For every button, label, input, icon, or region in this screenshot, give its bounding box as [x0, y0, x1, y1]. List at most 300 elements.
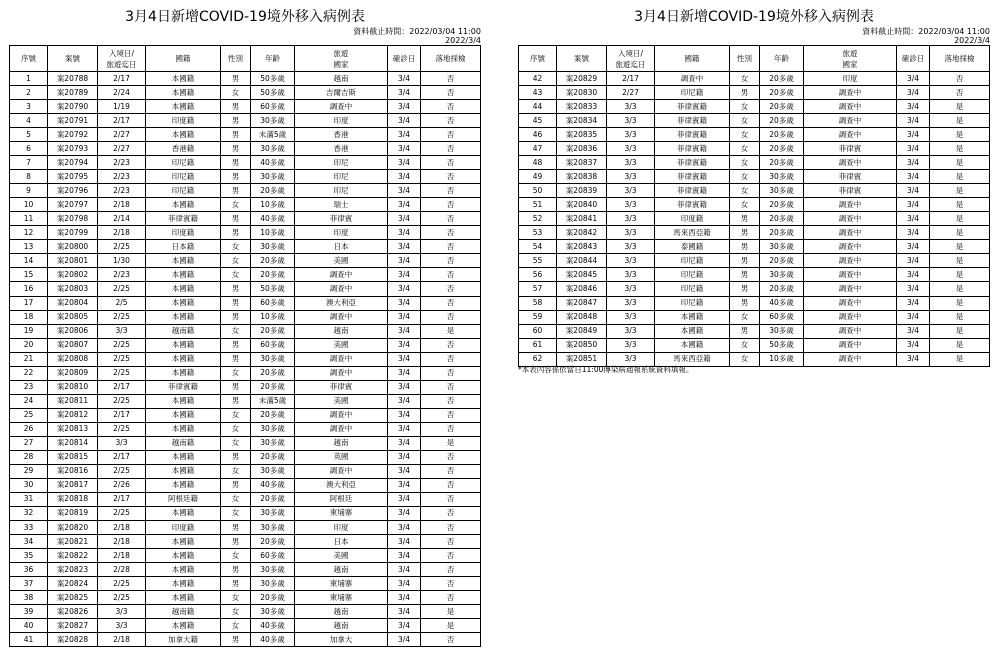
- cell-entry-date: 2/25: [98, 282, 146, 296]
- cell-case-no: 案20813: [48, 422, 98, 436]
- cell-age: 10多歲: [251, 226, 295, 240]
- cell-case-no: 案20830: [557, 86, 607, 100]
- cell-arrival-test: 否: [930, 72, 990, 86]
- cell-entry-date: 2/25: [98, 577, 146, 591]
- cell-confirm-date: 3/4: [388, 226, 421, 240]
- cell-confirm-date: 3/4: [897, 128, 930, 142]
- cell-travel-country: 調查中: [804, 338, 897, 352]
- cell-sex: 女: [730, 142, 760, 156]
- table-row: [10, 282, 481, 296]
- cell-nationality: 本國籍: [146, 268, 221, 282]
- cell-nationality: 印尼籍: [655, 282, 730, 296]
- cell-serial-no: 4: [10, 114, 48, 128]
- cell-travel-country: 調查中: [804, 100, 897, 114]
- cell-sex: 男: [730, 282, 760, 296]
- cell-nationality: 香港籍: [146, 142, 221, 156]
- cell-arrival-test: 否: [421, 296, 481, 310]
- cell-age: 30多歲: [251, 352, 295, 366]
- cell-entry-date: 3/3: [607, 156, 655, 170]
- cell-entry-date: 2/17: [98, 72, 146, 86]
- cell-entry-date: 3/3: [607, 212, 655, 226]
- cell-age: 20多歲: [760, 226, 804, 240]
- cell-nationality: 菲律賓籍: [146, 212, 221, 226]
- cell-nationality: 印尼籍: [146, 184, 221, 198]
- cell-nationality: 本國籍: [655, 324, 730, 338]
- cell-arrival-test: 是: [930, 338, 990, 352]
- cell-nationality: 菲律賓籍: [146, 380, 221, 394]
- cell-serial-no: 27: [10, 436, 48, 450]
- table-row: [519, 296, 990, 310]
- cell-age: 20多歲: [760, 142, 804, 156]
- case-table: [518, 45, 990, 367]
- cell-arrival-test: 是: [421, 605, 481, 619]
- cell-serial-no: 47: [519, 142, 557, 156]
- table-row: [10, 591, 481, 605]
- cell-serial-no: 46: [519, 128, 557, 142]
- cell-case-no: 案20804: [48, 296, 98, 310]
- cell-entry-date: 3/3: [607, 282, 655, 296]
- cell-case-no: 案20792: [48, 128, 98, 142]
- cell-arrival-test: 是: [930, 100, 990, 114]
- cell-age: 未滿5歲: [251, 394, 295, 408]
- cell-travel-country: 澳大利亞: [295, 296, 388, 310]
- cell-confirm-date: 3/4: [388, 254, 421, 268]
- cell-entry-date: 2/25: [98, 310, 146, 324]
- cell-nationality: 菲律賓籍: [655, 142, 730, 156]
- cell-travel-country: 調查中: [804, 282, 897, 296]
- cell-travel-country: 調查中: [804, 156, 897, 170]
- cell-nationality: 菲律賓籍: [655, 156, 730, 170]
- header-age: 年齡: [251, 46, 295, 72]
- cell-age: 50多歲: [760, 338, 804, 352]
- cell-sex: 女: [730, 114, 760, 128]
- cell-age: 20多歲: [760, 254, 804, 268]
- cell-travel-country: 印尼: [295, 170, 388, 184]
- cell-entry-date: 3/3: [607, 100, 655, 114]
- cell-travel-country: 印度: [804, 72, 897, 86]
- cell-travel-country: 調查中: [295, 422, 388, 436]
- cell-sex: 男: [221, 156, 251, 170]
- cell-nationality: 本國籍: [146, 296, 221, 310]
- cell-confirm-date: 3/4: [388, 394, 421, 408]
- cell-age: 10多歲: [760, 352, 804, 366]
- cell-nationality: 本國籍: [146, 282, 221, 296]
- cell-nationality: 菲律賓籍: [655, 128, 730, 142]
- cell-travel-country: 吉爾吉斯: [295, 86, 388, 100]
- cell-nationality: 本國籍: [146, 338, 221, 352]
- header-serial-no: 序號: [10, 46, 48, 72]
- cell-travel-country: 越南: [295, 436, 388, 450]
- cell-nationality: 印尼籍: [655, 254, 730, 268]
- cell-travel-country: 調查中: [804, 226, 897, 240]
- cell-serial-no: 30: [10, 478, 48, 492]
- cell-entry-date: 3/3: [607, 254, 655, 268]
- cell-travel-country: 菲律賓: [804, 142, 897, 156]
- cell-serial-no: 6: [10, 142, 48, 156]
- table-row: [519, 254, 990, 268]
- cell-age: 未滿5歲: [251, 128, 295, 142]
- cell-nationality: 印尼籍: [655, 86, 730, 100]
- table-row: [519, 184, 990, 198]
- cell-age: 30多歲: [251, 506, 295, 520]
- cell-nationality: 印度籍: [146, 114, 221, 128]
- cell-serial-no: 2: [10, 86, 48, 100]
- header-entry-date: 入境日/ 旅遊迄日: [98, 46, 146, 72]
- case-table: [9, 45, 481, 647]
- cell-case-no: 案20837: [557, 156, 607, 170]
- cell-confirm-date: 3/4: [897, 268, 930, 282]
- cell-travel-country: 調查中: [804, 212, 897, 226]
- cell-case-no: 案20836: [557, 142, 607, 156]
- cell-nationality: 加拿大籍: [146, 633, 221, 647]
- cell-nationality: 本國籍: [146, 72, 221, 86]
- cell-sex: 男: [221, 380, 251, 394]
- cell-age: 10多歲: [251, 310, 295, 324]
- cell-confirm-date: 3/4: [388, 633, 421, 647]
- cell-arrival-test: 否: [421, 506, 481, 520]
- cell-confirm-date: 3/4: [897, 338, 930, 352]
- cell-arrival-test: 否: [421, 450, 481, 464]
- cell-entry-date: 2/18: [98, 535, 146, 549]
- cell-confirm-date: 3/4: [388, 492, 421, 506]
- cell-case-no: 案20810: [48, 380, 98, 394]
- cell-case-no: 案20846: [557, 282, 607, 296]
- header-age: 年齡: [760, 46, 804, 72]
- cell-serial-no: 43: [519, 86, 557, 100]
- header-confirm-date: 確診日: [897, 46, 930, 72]
- cell-travel-country: 調查中: [804, 352, 897, 366]
- cell-confirm-date: 3/4: [388, 450, 421, 464]
- cell-nationality: 本國籍: [146, 128, 221, 142]
- cell-age: 40多歲: [251, 212, 295, 226]
- cell-confirm-date: 3/4: [388, 408, 421, 422]
- cell-arrival-test: 否: [421, 366, 481, 380]
- cell-entry-date: 2/5: [98, 296, 146, 310]
- cell-arrival-test: 否: [421, 408, 481, 422]
- cell-travel-country: 調查中: [295, 268, 388, 282]
- cell-travel-country: 調查中: [295, 408, 388, 422]
- cell-age: 50多歲: [251, 282, 295, 296]
- cell-confirm-date: 3/4: [388, 156, 421, 170]
- cell-sex: 男: [730, 86, 760, 100]
- cell-entry-date: 2/27: [98, 142, 146, 156]
- cell-arrival-test: 是: [930, 212, 990, 226]
- table-row: [10, 156, 481, 170]
- table-row: [10, 142, 481, 156]
- cell-case-no: 案20847: [557, 296, 607, 310]
- cell-confirm-date: 3/4: [388, 577, 421, 591]
- cell-case-no: 案20833: [557, 100, 607, 114]
- cell-serial-no: 31: [10, 492, 48, 506]
- cell-arrival-test: 否: [421, 478, 481, 492]
- cell-serial-no: 34: [10, 535, 48, 549]
- table-row: [519, 310, 990, 324]
- cell-case-no: 案20805: [48, 310, 98, 324]
- cell-nationality: 印度籍: [655, 212, 730, 226]
- table-row: [10, 254, 481, 268]
- cell-serial-no: 9: [10, 184, 48, 198]
- cell-case-no: 案20789: [48, 86, 98, 100]
- table-row: [10, 226, 481, 240]
- cell-nationality: 調查中: [655, 72, 730, 86]
- cell-age: 50多歲: [251, 86, 295, 100]
- cell-confirm-date: 3/4: [388, 478, 421, 492]
- cell-nationality: 本國籍: [146, 352, 221, 366]
- cell-confirm-date: 3/4: [388, 296, 421, 310]
- cell-entry-date: 2/17: [98, 408, 146, 422]
- cell-serial-no: 53: [519, 226, 557, 240]
- cell-travel-country: 菲律賓: [804, 184, 897, 198]
- cell-entry-date: 2/17: [98, 450, 146, 464]
- cell-sex: 男: [730, 296, 760, 310]
- cell-case-no: 案20838: [557, 170, 607, 184]
- table-row: [519, 268, 990, 282]
- cell-nationality: 印度籍: [146, 226, 221, 240]
- cell-travel-country: 調查中: [804, 128, 897, 142]
- cell-entry-date: 2/27: [98, 128, 146, 142]
- cell-travel-country: 美國: [295, 394, 388, 408]
- cell-nationality: 印尼籍: [146, 156, 221, 170]
- cell-age: 20多歲: [760, 282, 804, 296]
- cell-serial-no: 35: [10, 549, 48, 563]
- cell-arrival-test: 是: [930, 268, 990, 282]
- cell-entry-date: 3/3: [607, 170, 655, 184]
- cell-nationality: 菲律賓籍: [655, 198, 730, 212]
- table-row: [10, 464, 481, 478]
- cell-serial-no: 22: [10, 366, 48, 380]
- cell-arrival-test: 否: [421, 226, 481, 240]
- cell-travel-country: 越南: [295, 324, 388, 338]
- cell-arrival-test: 是: [930, 324, 990, 338]
- cell-travel-country: 美國: [295, 338, 388, 352]
- table-row: [10, 380, 481, 394]
- cell-age: 60多歲: [760, 310, 804, 324]
- cell-arrival-test: 否: [421, 156, 481, 170]
- cell-case-no: 案20827: [48, 619, 98, 633]
- cell-arrival-test: 否: [421, 492, 481, 506]
- cell-nationality: 本國籍: [146, 86, 221, 100]
- cell-arrival-test: 否: [421, 254, 481, 268]
- cell-case-no: 案20808: [48, 352, 98, 366]
- cell-travel-country: 調查中: [295, 310, 388, 324]
- cell-entry-date: 2/25: [98, 394, 146, 408]
- table-row: [519, 338, 990, 352]
- cell-entry-date: 3/3: [98, 605, 146, 619]
- cell-case-no: 案20788: [48, 72, 98, 86]
- cell-nationality: 印尼籍: [655, 268, 730, 282]
- cell-arrival-test: 否: [421, 86, 481, 100]
- cell-serial-no: 18: [10, 310, 48, 324]
- cell-nationality: 泰國籍: [655, 240, 730, 254]
- table-row: [10, 506, 481, 520]
- cell-serial-no: 57: [519, 282, 557, 296]
- cell-sex: 女: [221, 408, 251, 422]
- cell-nationality: 本國籍: [146, 577, 221, 591]
- cell-case-no: 案20793: [48, 142, 98, 156]
- cell-nationality: 印尼籍: [655, 296, 730, 310]
- cell-travel-country: 調查中: [804, 240, 897, 254]
- cell-nationality: 菲律賓籍: [655, 170, 730, 184]
- cell-nationality: 菲律賓籍: [655, 100, 730, 114]
- cell-age: 20多歲: [251, 380, 295, 394]
- table-row: [10, 338, 481, 352]
- cell-arrival-test: 否: [421, 114, 481, 128]
- cell-sex: 女: [221, 422, 251, 436]
- cell-serial-no: 3: [10, 100, 48, 114]
- cell-arrival-test: 是: [930, 352, 990, 366]
- cell-case-no: 案20809: [48, 366, 98, 380]
- table-row: [10, 352, 481, 366]
- cell-serial-no: 10: [10, 198, 48, 212]
- cell-entry-date: 3/3: [607, 240, 655, 254]
- cell-serial-no: 28: [10, 450, 48, 464]
- cell-travel-country: 調查中: [804, 296, 897, 310]
- cell-entry-date: 1/19: [98, 100, 146, 114]
- cell-travel-country: 調查中: [295, 352, 388, 366]
- cell-serial-no: 55: [519, 254, 557, 268]
- cell-nationality: 本國籍: [146, 254, 221, 268]
- table-row: [519, 170, 990, 184]
- report-date: 2022/3/4: [954, 36, 990, 45]
- cell-age: 10多歲: [251, 198, 295, 212]
- cell-confirm-date: 3/4: [388, 240, 421, 254]
- cell-nationality: 本國籍: [146, 310, 221, 324]
- cell-nationality: 本國籍: [146, 394, 221, 408]
- cell-arrival-test: 否: [421, 563, 481, 577]
- cell-arrival-test: 是: [930, 184, 990, 198]
- cell-sex: 女: [221, 254, 251, 268]
- cell-entry-date: 2/25: [98, 464, 146, 478]
- cell-serial-no: 42: [519, 72, 557, 86]
- cell-case-no: 案20802: [48, 268, 98, 282]
- cell-sex: 男: [221, 310, 251, 324]
- table-header-row: [10, 46, 481, 72]
- cell-nationality: 本國籍: [655, 310, 730, 324]
- cell-sex: 女: [221, 240, 251, 254]
- cell-arrival-test: 是: [930, 310, 990, 324]
- cell-age: 60多歲: [251, 100, 295, 114]
- cell-serial-no: 5: [10, 128, 48, 142]
- table-row: [519, 282, 990, 296]
- cell-confirm-date: 3/4: [897, 100, 930, 114]
- cell-sex: 男: [730, 226, 760, 240]
- table-row: [10, 577, 481, 591]
- cell-nationality: 本國籍: [146, 478, 221, 492]
- cell-sex: 男: [221, 128, 251, 142]
- table-row: [10, 240, 481, 254]
- cell-arrival-test: 是: [930, 198, 990, 212]
- cell-arrival-test: 是: [930, 142, 990, 156]
- cell-age: 20多歲: [251, 254, 295, 268]
- cell-serial-no: 56: [519, 268, 557, 282]
- cell-case-no: 案20811: [48, 394, 98, 408]
- table-row: [10, 492, 481, 506]
- cell-confirm-date: 3/4: [388, 100, 421, 114]
- cell-case-no: 案20820: [48, 521, 98, 535]
- cell-sex: 男: [221, 394, 251, 408]
- header-arrival-test: 落地採檢: [421, 46, 481, 72]
- cell-arrival-test: 否: [421, 535, 481, 549]
- table-row: [10, 170, 481, 184]
- footnote: *本表內容係依當日11:00傳染病通報系統資料填報。: [518, 365, 694, 374]
- cell-travel-country: 越南: [295, 72, 388, 86]
- cell-sex: 男: [221, 212, 251, 226]
- cell-confirm-date: 3/4: [388, 170, 421, 184]
- cell-sex: 男: [221, 563, 251, 577]
- cell-arrival-test: 是: [930, 156, 990, 170]
- table-row: [519, 100, 990, 114]
- cell-confirm-date: 3/4: [897, 296, 930, 310]
- cell-sex: 女: [221, 605, 251, 619]
- cell-confirm-date: 3/4: [897, 86, 930, 100]
- cell-entry-date: 3/3: [98, 436, 146, 450]
- cell-entry-date: 2/17: [607, 72, 655, 86]
- cell-confirm-date: 3/4: [388, 198, 421, 212]
- cell-arrival-test: 否: [421, 128, 481, 142]
- cell-serial-no: 48: [519, 156, 557, 170]
- header-case-no: 案號: [557, 46, 607, 72]
- cell-nationality: 馬來西亞籍: [655, 226, 730, 240]
- cell-case-no: 案20845: [557, 268, 607, 282]
- cell-age: 40多歲: [251, 156, 295, 170]
- cell-case-no: 案20828: [48, 633, 98, 647]
- cell-arrival-test: 否: [421, 282, 481, 296]
- cell-age: 20多歲: [251, 591, 295, 605]
- header-confirm-date: 確診日: [388, 46, 421, 72]
- cell-arrival-test: 否: [930, 86, 990, 100]
- cell-arrival-test: 否: [421, 422, 481, 436]
- table-row: [10, 408, 481, 422]
- cell-travel-country: 印尼: [295, 156, 388, 170]
- cell-case-no: 案20790: [48, 100, 98, 114]
- cell-serial-no: 7: [10, 156, 48, 170]
- cell-nationality: 本國籍: [146, 198, 221, 212]
- cell-nationality: 本國籍: [146, 535, 221, 549]
- cell-entry-date: 2/18: [98, 633, 146, 647]
- header-travel-country: 旅遊 國家: [295, 46, 388, 72]
- cell-age: 20多歲: [251, 492, 295, 506]
- cell-travel-country: 調查中: [804, 324, 897, 338]
- cell-travel-country: 柬埔寨: [295, 591, 388, 605]
- header-nationality: 國籍: [146, 46, 221, 72]
- cell-serial-no: 51: [519, 198, 557, 212]
- cell-sex: 男: [730, 268, 760, 282]
- cell-confirm-date: 3/4: [897, 156, 930, 170]
- cell-entry-date: 3/3: [607, 226, 655, 240]
- cell-entry-date: 2/23: [98, 184, 146, 198]
- cell-confirm-date: 3/4: [388, 114, 421, 128]
- cell-serial-no: 58: [519, 296, 557, 310]
- cell-age: 30多歲: [251, 464, 295, 478]
- table-row: [10, 422, 481, 436]
- cell-sex: 女: [221, 492, 251, 506]
- cell-entry-date: 2/25: [98, 366, 146, 380]
- cell-entry-date: 2/17: [98, 380, 146, 394]
- cell-case-no: 案20822: [48, 549, 98, 563]
- cell-travel-country: 越南: [295, 563, 388, 577]
- cell-age: 30多歲: [251, 563, 295, 577]
- table-row: [10, 72, 481, 86]
- cell-travel-country: 調查中: [804, 86, 897, 100]
- cell-age: 20多歲: [251, 450, 295, 464]
- cell-confirm-date: 3/4: [388, 422, 421, 436]
- cell-age: 20多歲: [251, 366, 295, 380]
- header-entry-date: 入境日/ 旅遊迄日: [607, 46, 655, 72]
- cell-arrival-test: 是: [930, 254, 990, 268]
- cell-sex: 男: [730, 212, 760, 226]
- cell-entry-date: 2/25: [98, 338, 146, 352]
- cell-serial-no: 50: [519, 184, 557, 198]
